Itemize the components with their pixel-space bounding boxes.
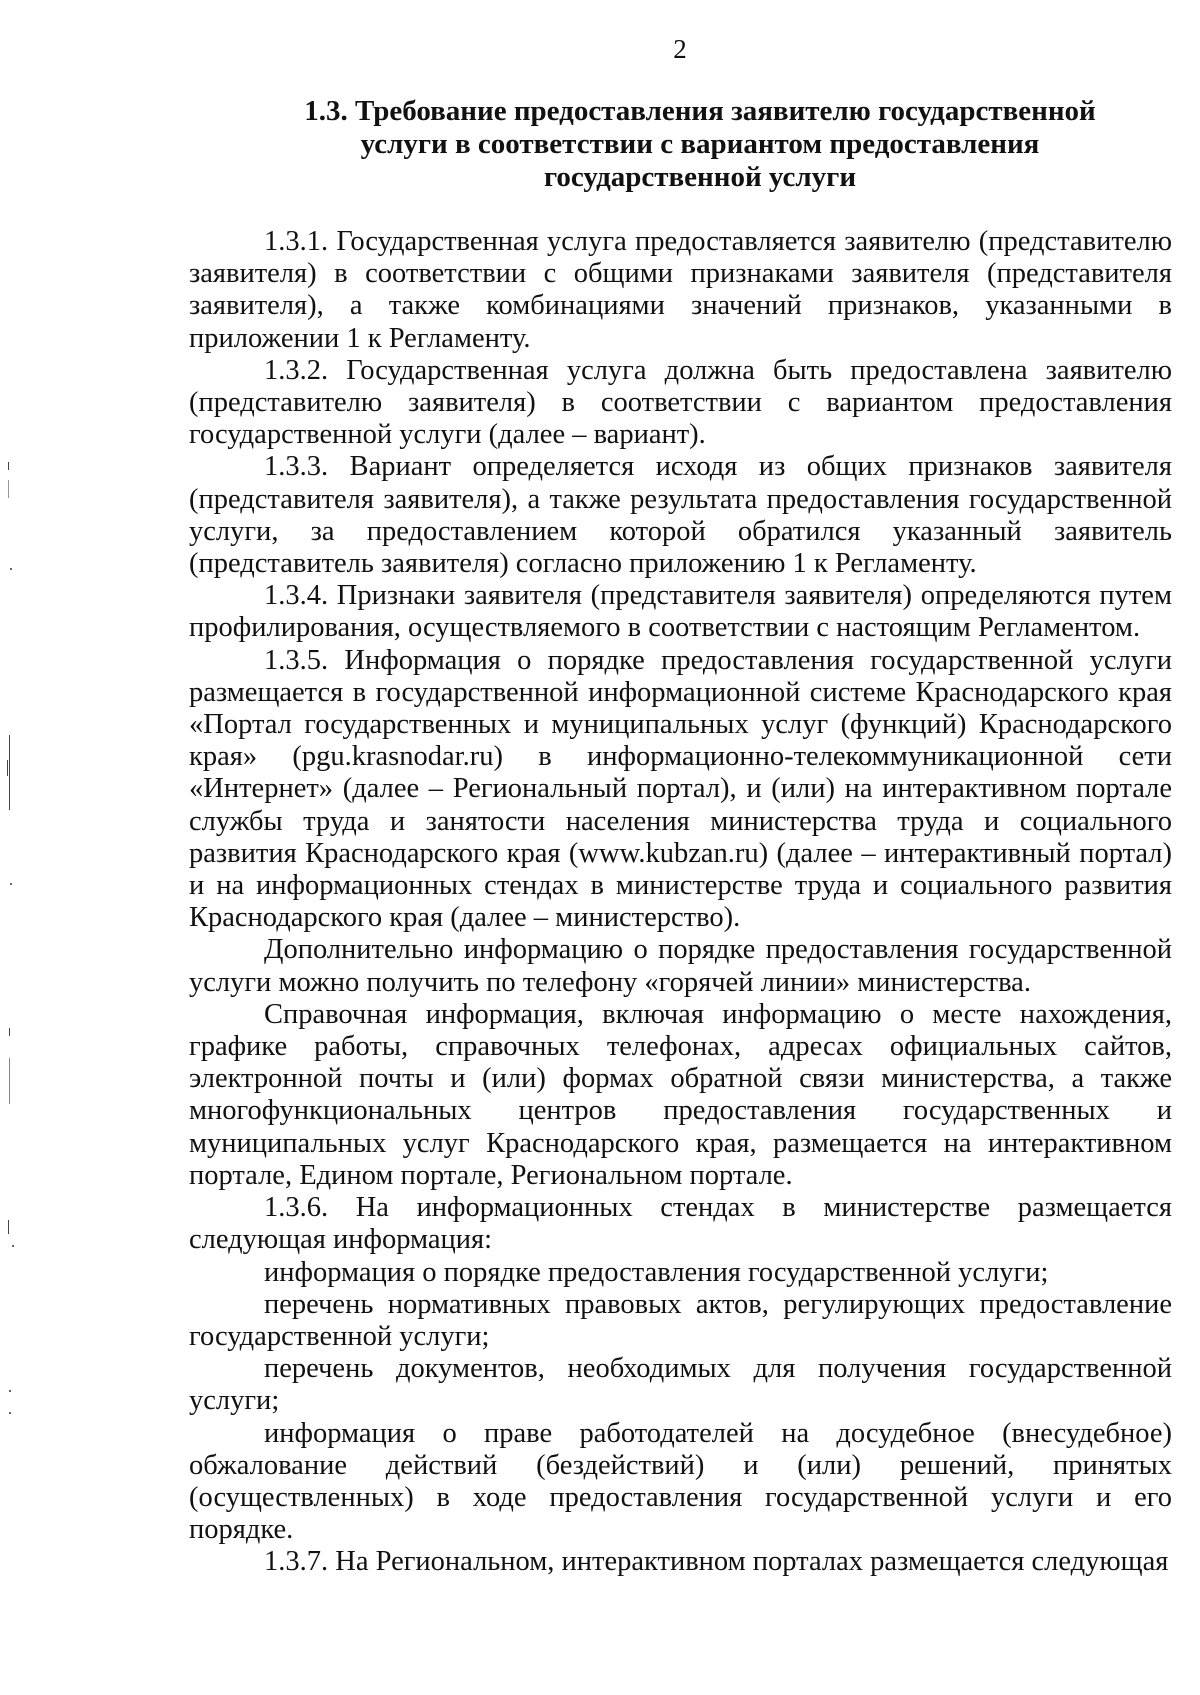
section-heading	[270, 95, 1130, 194]
heading-line: 1.3. Требование предоставления заявителю государственной	[304, 95, 1096, 127]
paragraph-1-3-5: 1.3.5. Информация о порядке предоставления государственной услуги размещается в государственной информационной системе Краснодарского края «Портал государственных и муниципальных услуг (функций) Краснодарского края» (pgu.krasnodar.ru) в информационно-телекоммуникационной сети «Интернет» (далее – Региональный портал), и (или) на интерактивном портале службы труда и занятости населения министерства труда и социального развития Краснодарского края (www.kubzan.ru) (далее – интерактивный портал) и на информационных стендах в министерстве труда и социального развития Краснодарского края (далее – министерство).	[189, 644, 1172, 934]
list-item-documents: перечень документов, необходимых для получения государственной услуги;	[189, 1353, 1172, 1417]
document-body	[189, 226, 1172, 1579]
list-item-procedure-info: информация о порядке предоставления государственной услуги;	[264, 1256, 1049, 1288]
paragraph-1-3-3: 1.3.3. Вариант определяется исходя из общих признаков заявителя (представителя заявителя), а также результата предоставления государственной услуги, за предоставлением которой обратился указанный заявитель (представитель заявителя) согласно приложению 1 к Регламенту.	[189, 451, 1172, 580]
list-item-legal-acts: перечень нормативных правовых актов, регулирующих предоставление государственной услуги;	[189, 1288, 1172, 1352]
heading-line: государственной услуги	[543, 161, 857, 193]
paragraph-1-3-4: 1.3.4. Признаки заявителя (представителя заявителя) определяются путем профилирования, осуществляемого в соответствии с настоящим Регламентом.	[189, 580, 1172, 644]
paragraph-hotline: Дополнительно информацию о порядке предоставления государственной услуги можно получить по телефону «горячей линии» министерства.	[189, 934, 1172, 998]
paragraph-1-3-6: 1.3.6. На информационных стендах в министерстве размещается следующая информация:	[189, 1192, 1172, 1256]
paragraph-1-3-2: 1.3.2. Государственная услуга должна быть предоставлена заявителю (представителю заявителя) в соответствии с вариантом предоставления государственной услуги (далее – вариант).	[189, 354, 1172, 451]
paragraph-reference-info: Справочная информация, включая информацию о месте нахождения, графике работы, справочных телефонах, адресах официальных сайтов, электронной почты и (или) формах обратной связи министерства, а также многофункциональных центров предоставления государственных и муниципальных услуг Краснодарского края, размещается на интерактивном портале, Едином портале, Региональном портале.	[189, 998, 1172, 1191]
scan-margin-marks	[0, 0, 30, 1695]
list-item-appeal-right: информация о праве работодателей на досудебное (внесудебное) обжалование действий (бездействий) и (или) решений, принятых (осуществленных) в ходе предоставления государственной услуги и его порядке.	[189, 1417, 1172, 1546]
paragraph-1-3-1: 1.3.1. Государственная услуга предоставляется заявителю (представителю заявителя) в соответствии с общими признаками заявителя (представителя заявителя), а также комбинациями значений признаков, указанными в приложении 1 к Регламенту.	[189, 226, 1172, 354]
page-number: 2	[673, 34, 687, 64]
heading-line: услуги в соответствии с вариантом предоставления	[360, 128, 1040, 160]
paragraph-1-3-7: 1.3.7. На Региональном, интерактивном порталах размещается следующая	[264, 1546, 1169, 1578]
